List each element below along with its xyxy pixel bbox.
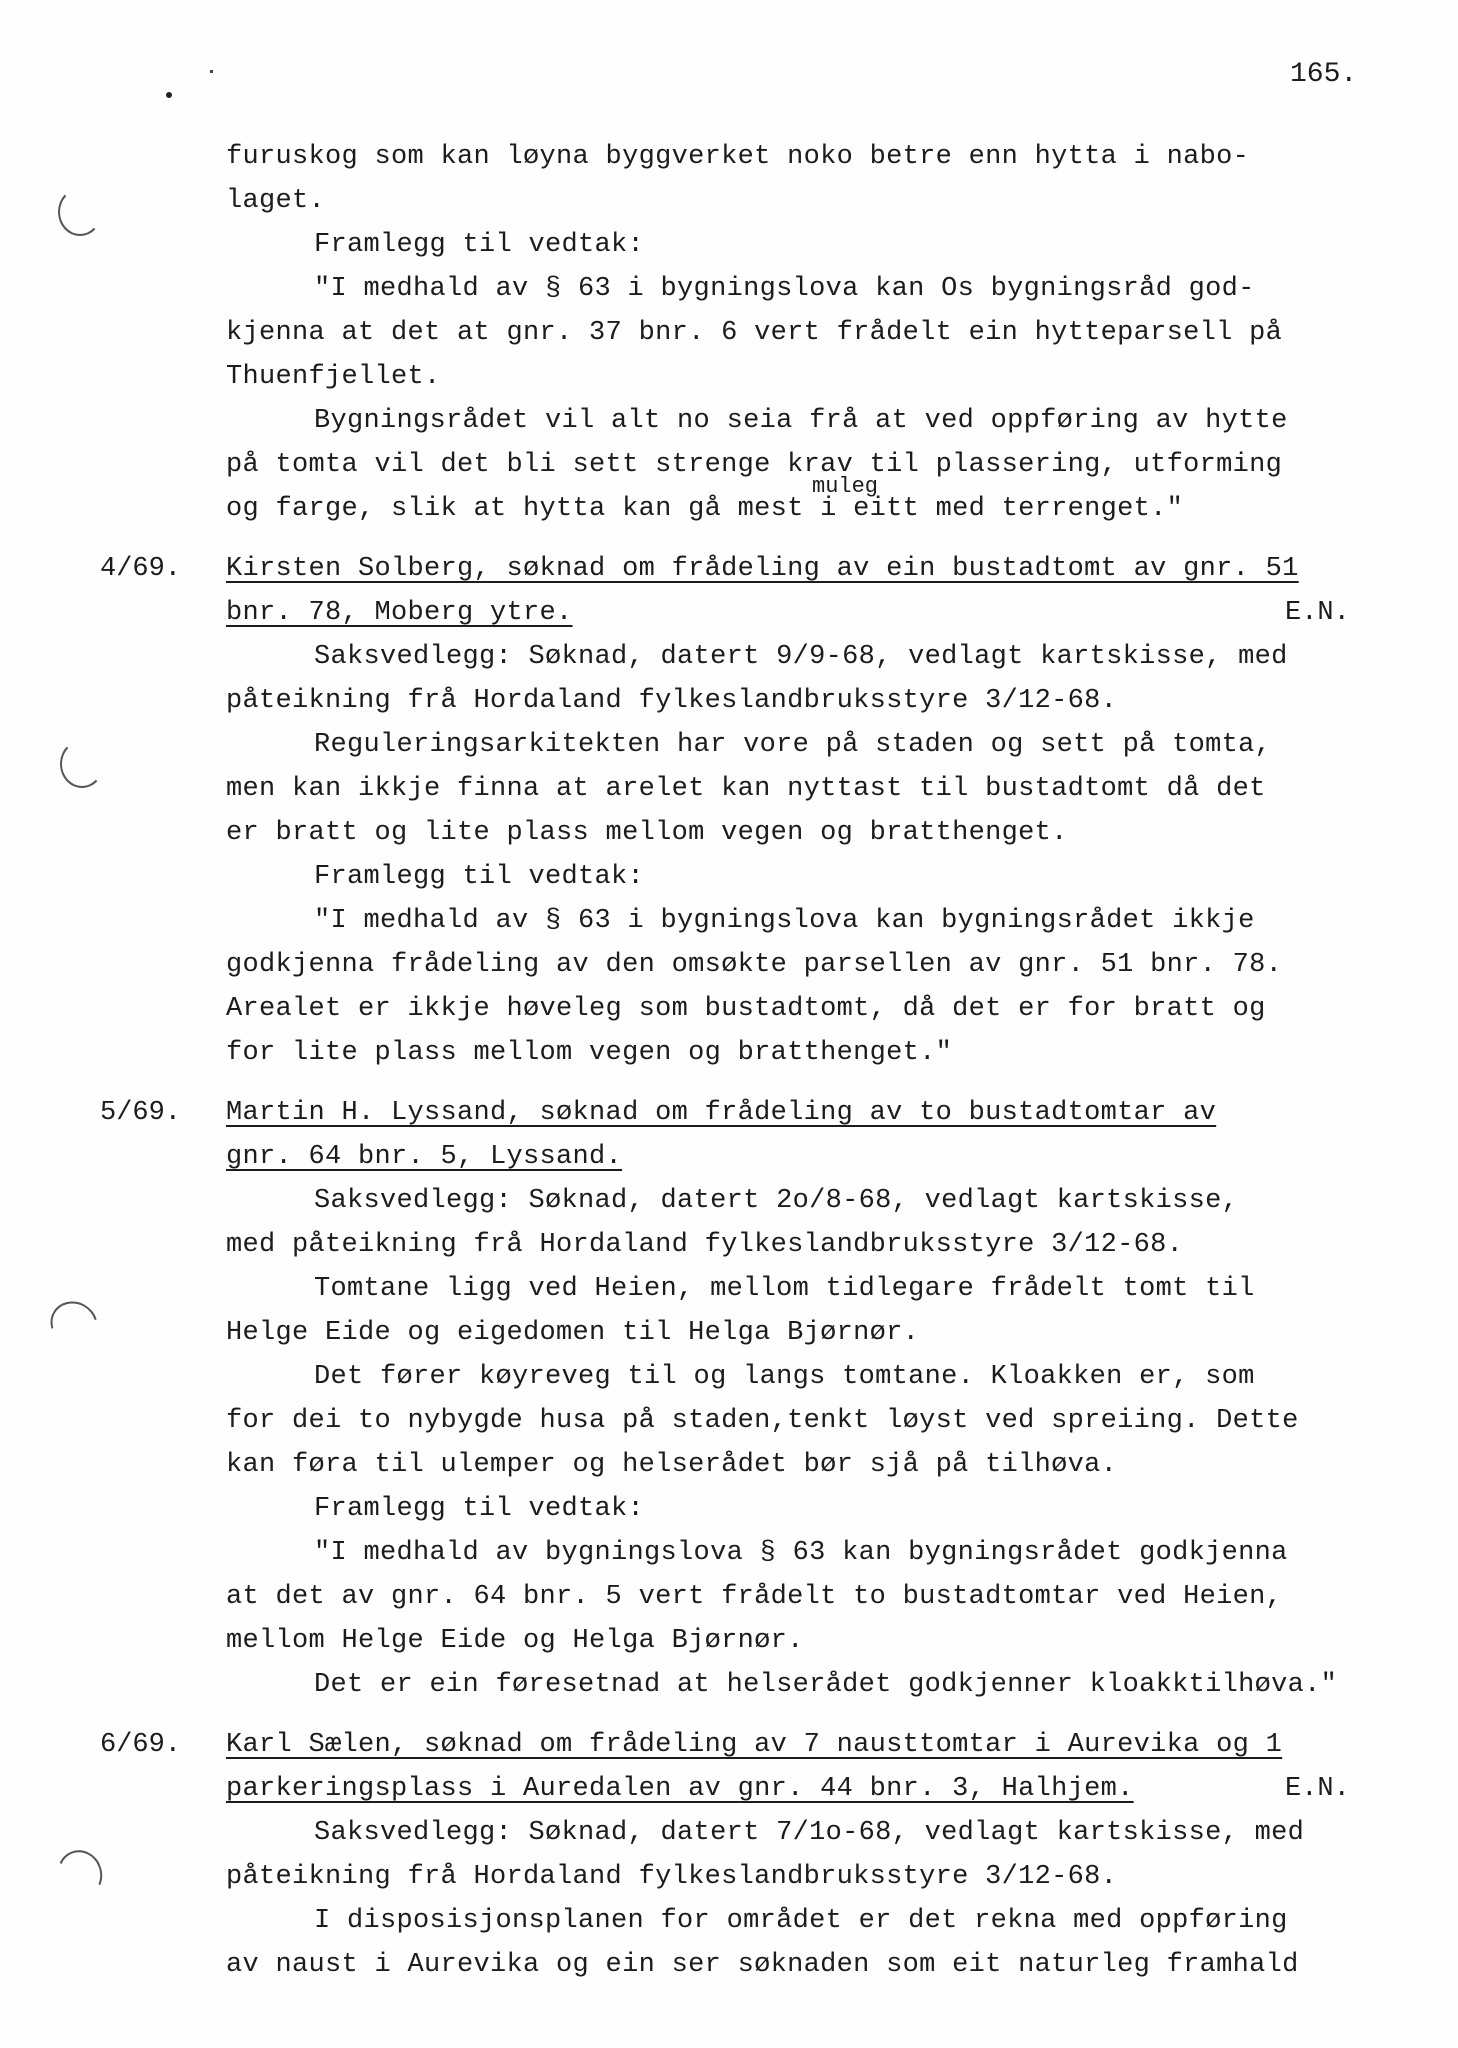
text-line: Saksvedlegg: Søknad, datert 7/1o-68, vedlagt kartskisse, med bbox=[314, 1818, 1305, 1848]
text-line: av naust i Aurevika og ein ser søknaden som eit naturleg framhald bbox=[226, 1950, 1299, 1980]
handwritten-insertion: muleg bbox=[812, 474, 879, 499]
text-line: Saksvedlegg: Søknad, datert 9/9-68, vedlagt kartskisse, med bbox=[314, 642, 1288, 672]
text-line: mellom Helge Eide og Helga Bjørnør. bbox=[226, 1626, 804, 1656]
text-line: "I medhald av § 63 i bygningslova kan bygningsrådet ikkje bbox=[314, 906, 1255, 936]
text-line: Saksvedlegg: Søknad, datert 2o/8-68, vedlagt kartskisse, bbox=[314, 1186, 1239, 1216]
text-line: kjenna at det at gnr. 37 bnr. 6 vert frådelt ein hytteparsell på bbox=[226, 318, 1283, 348]
text-line: med påteikning frå Hordaland fylkeslandbruksstyre 3/12-68. bbox=[226, 1230, 1184, 1260]
text-line: Framlegg til vedtak: bbox=[314, 230, 645, 260]
text-line: påteikning frå Hordaland fylkeslandbruksstyre 3/12-68. bbox=[226, 686, 1118, 716]
text-line: godkjenna frådeling av den omsøkte parsellen av gnr. 51 bnr. 78. bbox=[226, 950, 1283, 980]
case-number: 4/69. bbox=[100, 554, 182, 584]
text-line: furuskog som kan løyna byggverket noko betre enn hytta i nabo- bbox=[226, 142, 1250, 172]
text-line: på tomta vil det bli sett strenge krav til plassering, utforming bbox=[226, 450, 1283, 480]
text-line: Tomtane ligg ved Heien, mellom tidlegare frådelt tomt til bbox=[314, 1274, 1255, 1304]
text-line: laget. bbox=[226, 186, 326, 216]
case-heading: Martin H. Lyssand, søknad om frådeling av to bustadtomtar av bbox=[226, 1098, 1217, 1128]
text-line: Bygningsrådet vil alt no seia frå at ved oppføring av hytte bbox=[314, 406, 1288, 436]
case-heading: Kirsten Solberg, søknad om frådeling av ein bustadtomt av gnr. 51 bbox=[226, 554, 1299, 584]
text-line: Framlegg til vedtak: bbox=[314, 1494, 645, 1524]
case-number: 6/69. bbox=[100, 1730, 182, 1760]
punch-hole bbox=[60, 740, 104, 788]
text-line: Reguleringsarkitekten har vore på staden og sett på tomta, bbox=[314, 730, 1272, 760]
case-heading: gnr. 64 bnr. 5, Lyssand. bbox=[226, 1142, 623, 1172]
text-line: for lite plass mellom vegen og bratthenget." bbox=[226, 1038, 953, 1068]
text-line: Arealet er ikkje høveleg som bustadtomt, då det er for bratt og bbox=[226, 994, 1266, 1024]
text-line: påteikning frå Hordaland fylkeslandbruksstyre 3/12-68. bbox=[226, 1862, 1118, 1892]
initials: E.N. bbox=[1285, 1774, 1350, 1804]
text-line: men kan ikkje finna at arelet kan nyttast til bustadtomt då det bbox=[226, 774, 1266, 804]
text-line: Helge Eide og eigedomen til Helga Bjørnør. bbox=[226, 1318, 920, 1348]
text-line: Framlegg til vedtak: bbox=[314, 862, 645, 892]
initials: E.N. bbox=[1285, 598, 1350, 628]
text-line: Det fører køyreveg til og langs tomtane. Kloakken er, som bbox=[314, 1362, 1255, 1392]
text-line: "I medhald av bygningslova § 63 kan bygningsrådet godkjenna bbox=[314, 1538, 1288, 1568]
text-line: og farge, slik at hytta kan gå mest i eitt med terrenget." bbox=[226, 494, 1184, 524]
case-number: 5/69. bbox=[100, 1098, 182, 1128]
margin-mark bbox=[166, 92, 172, 98]
text-line: for dei to nybygde husa på staden,tenkt løyst ved spreiing. Dette bbox=[226, 1406, 1299, 1436]
margin-mark bbox=[210, 70, 213, 73]
text-line: Thuenfjellet. bbox=[226, 362, 441, 392]
case-heading: bnr. 78, Moberg ytre. bbox=[226, 598, 573, 628]
text-line: Det er ein føresetnad at helserådet godkjenner kloakktilhøva." bbox=[314, 1670, 1338, 1700]
page-number: 165. bbox=[1290, 59, 1358, 90]
case-heading: Karl Sælen, søknad om frådeling av 7 nausttomtar i Aurevika og 1 bbox=[226, 1730, 1283, 1760]
text-line: "I medhald av § 63 i bygningslova kan Os bygningsråd god- bbox=[314, 274, 1255, 304]
text-line: at det av gnr. 64 bnr. 5 vert frådelt to bustadtomtar ved Heien, bbox=[226, 1582, 1283, 1612]
text-line: er bratt og lite plass mellom vegen og bratthenget. bbox=[226, 818, 1068, 848]
text-line: I disposisjonsplanen for området er det rekna med oppføring bbox=[314, 1906, 1288, 1936]
case-heading: parkeringsplass i Auredalen av gnr. 44 bnr. 3, Halhjem. bbox=[226, 1774, 1134, 1804]
punch-hole bbox=[51, 1844, 109, 1904]
punch-hole bbox=[42, 1293, 106, 1355]
punch-hole bbox=[58, 188, 102, 236]
text-line: kan føra til ulemper og helserådet bør sjå på tilhøva. bbox=[226, 1450, 1118, 1480]
